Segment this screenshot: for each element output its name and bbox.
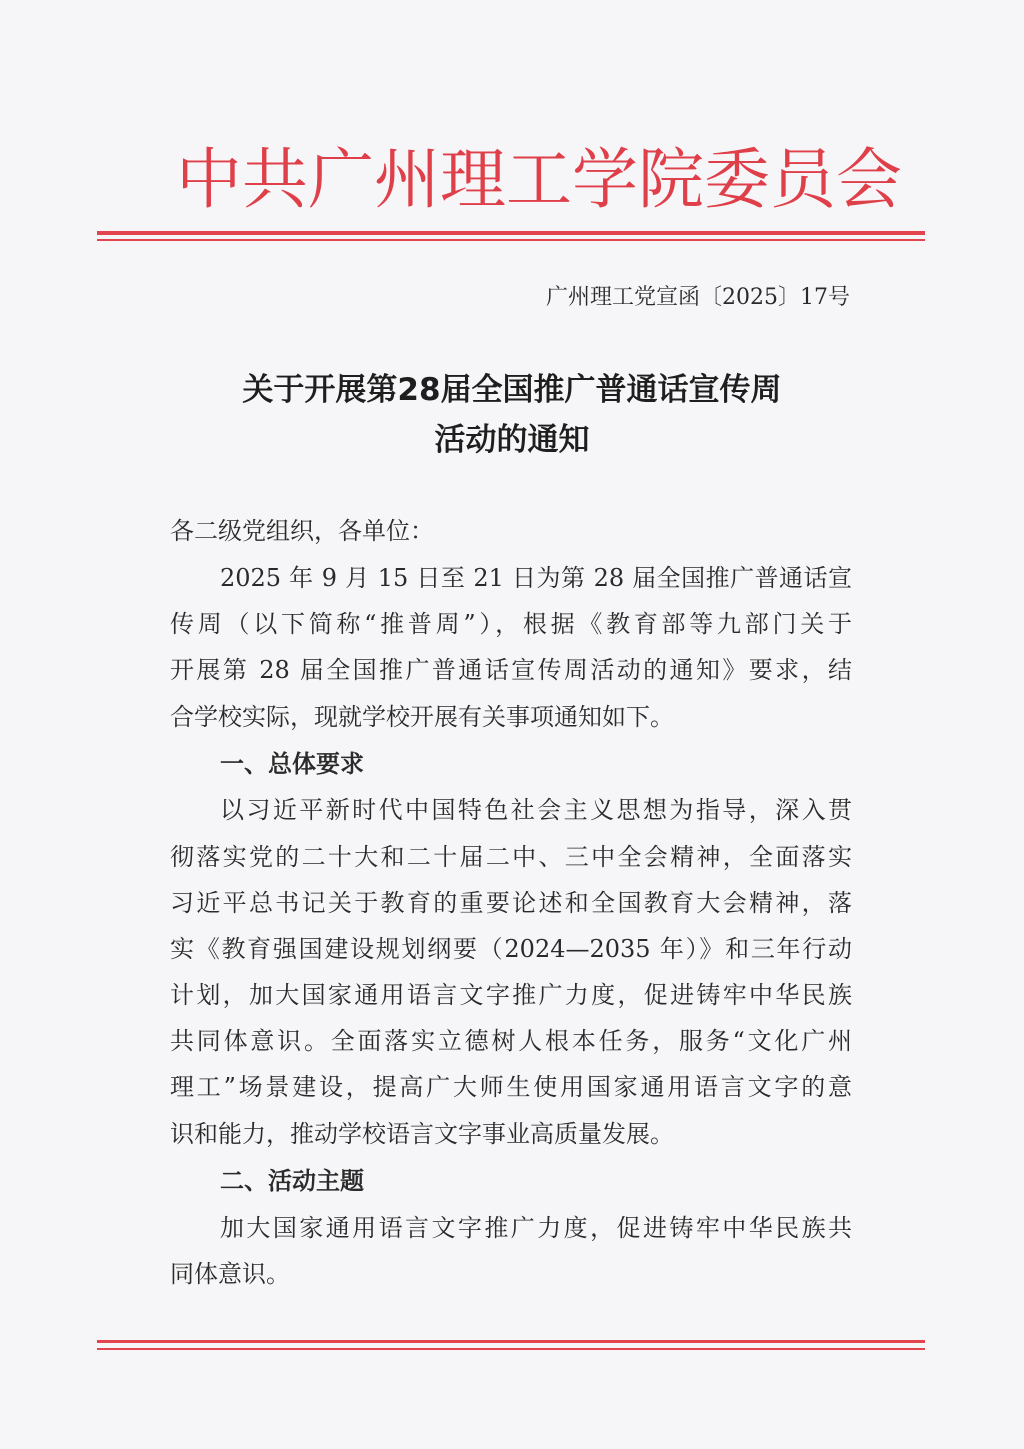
footer-rule-thin [97, 1348, 925, 1350]
body-line: 2025 年 9 月 15 日至 21 日为第 28 届全国推广普通话宣 [220, 564, 852, 592]
title-line-2: 活动的通知 [434, 422, 590, 458]
section-heading: 二、活动主题 [220, 1167, 364, 1195]
masthead-rule-thick [97, 231, 925, 235]
title-line-1: 关于开展第28届全国推广普通话宣传周 [242, 372, 782, 408]
body-line: 合学校实际，现就学校开展有关事项通知如下。 [170, 703, 674, 731]
body-line: 彻落实党的二十大和二十届二中、三中全会精神，全面落实 [170, 843, 852, 871]
body-line: 传周（以下简称“推普周”），根据《教育部等九部门关于 [170, 610, 852, 638]
body-line: 习近平总书记关于教育的重要论述和全国教育大会精神，落 [170, 889, 852, 917]
body-line: 加大国家通用语言文字推广力度，促进铸牢中华民族共 [220, 1214, 852, 1242]
masthead-rule-thin [97, 239, 925, 241]
document-number: 广州理工党宣函〔2025〕17号 [546, 285, 850, 310]
body-line: 理工”场景建设，提高广大师生使用国家通用语言文字的意 [170, 1073, 852, 1101]
section-heading: 一、总体要求 [220, 750, 364, 778]
body-line: 计划，加大国家通用语言文字推广力度，促进铸牢中华民族 [170, 981, 852, 1009]
body-line: 开展第 28 届全国推广普通话宣传周活动的通知》要求，结 [170, 656, 852, 684]
masthead: 中共广州理工学院委员会 [176, 141, 902, 218]
body-line: 识和能力，推动学校语言文字事业高质量发展。 [170, 1120, 674, 1148]
body-line: 以习近平新时代中国特色社会主义思想为指导，深入贯 [220, 796, 852, 824]
footer-rule-thick [97, 1340, 925, 1343]
body-line: 同体意识。 [170, 1260, 290, 1288]
salutation: 各二级党组织，各单位： [170, 517, 434, 545]
body-line: 共同体意识。全面落实立德树人根本任务，服务“文化广州 [170, 1027, 852, 1055]
body-line: 实《教育强国建设规划纲要（2024—2035 年）》和三年行动 [170, 935, 852, 963]
